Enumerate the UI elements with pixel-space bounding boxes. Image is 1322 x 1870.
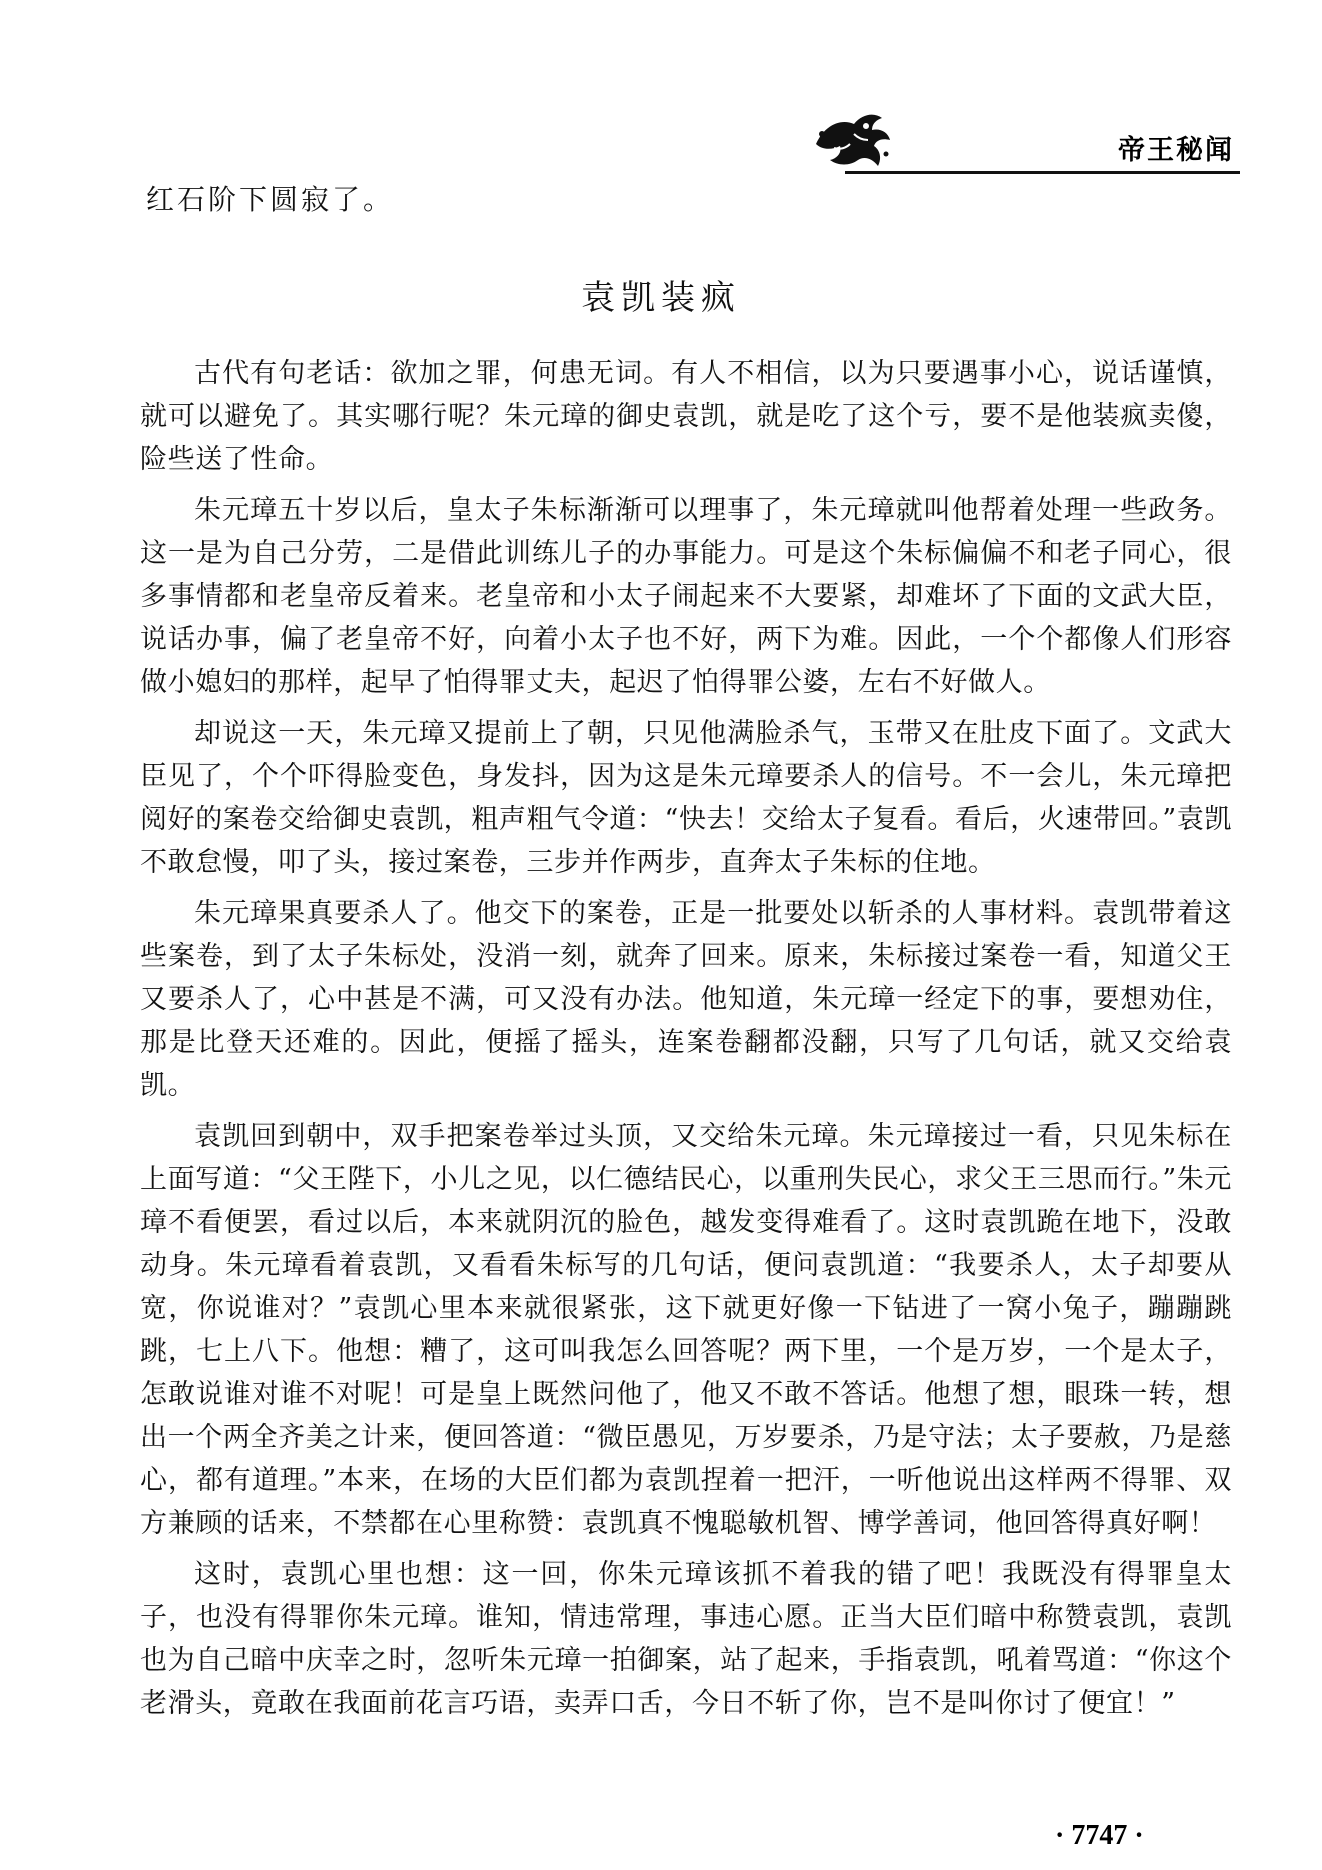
running-title: 帝王秘闻: [1118, 135, 1234, 166]
paragraph-1: 古代有句老话：欲加之罪，何患无词。有人不相信，以为只要遇事小心，说话谨慎，就可以避免了。其实哪行呢？朱元璋的御史袁凯，就是吃了这个亏，要不是他装疯卖傻，险些送了性命。: [140, 358, 1232, 475]
lead-line: 红石阶下圆寂了。: [146, 183, 395, 216]
article-body: [140, 352, 1232, 1733]
paragraph-5: 袁凯回到朝中，双手把案卷举过头顶，又交给朱元璋。朱元璋接过一看，只见朱标在上面写道：“父王陛下，小儿之见，以仁德结民心，以重刑失民心，求父王三思而行。”朱元璋不看便罢，看过以后，本来就阴沉的脸色，越发变得难看了。这时袁凯跪在地下，没敢动身。朱元璋看着袁凯，又看看朱标写的几句话，便问袁凯道：“我要杀人，太子却要从宽，你说谁对？”袁凯心里本来就很紧张，这下就更好像一下钻进了一窝小兔子，蹦蹦跳跳，七上八下。他想：糟了，这可叫我怎么回答呢？两下里，一个是万岁，一个是太子，怎敢说谁对谁不对呢！可是皇上既然问他了，他又不敢不答话。他想了想，眼珠一转，想出一个两全齐美之计来，便回答道：“微臣愚见，万岁要杀，乃是守法；太子要赦，乃是慈心，都有道理。”本来，在场的大臣们都为袁凯捏着一把汗，一听他说出这样两不得罪、双方兼顾的话来，不禁都在心里称赞：袁凯真不愧聪敏机智、博学善词，他回答得真好啊！: [140, 1121, 1232, 1539]
paragraph-3: 却说这一天，朱元璋又提前上了朝，只见他满脸杀气，玉带又在肚皮下面了。文武大臣见了，个个吓得脸变色，身发抖，因为这是朱元璋要杀人的信号。不一会儿，朱元璋把阅好的案卷交给御史袁凯，粗声粗气令道：“快去！交给太子复看。看后，火速带回。”袁凯不敢怠慢，叩了头，接过案卷，三步并作两步，直奔太子朱标的住地。: [140, 718, 1232, 878]
article-title: 袁凯装疯: [581, 278, 741, 318]
page-number: · 7747 ·: [1055, 1820, 1144, 1851]
dragon-icon: [810, 104, 894, 172]
paragraph-2: 朱元璋五十岁以后，皇太子朱标渐渐可以理事了，朱元璋就叫他帮着处理一些政务。这一是为自己分劳，二是借此训练儿子的办事能力。可是这个朱标偏偏不和老子同心，很多事情都和老皇帝反着来。老皇帝和小太子闹起来不大要紧，却难坏了下面的文武大臣，说话办事，偏了老皇帝不好，向着小太子也不好，两下为难。因此，一个个都像人们形容做小媳妇的那样，起早了怕得罪丈夫，起迟了怕得罪公婆，左右不好做人。: [140, 495, 1232, 698]
paragraph-6: 这时，袁凯心里也想：这一回，你朱元璋该抓不着我的错了吧！我既没有得罪皇太子，也没有得罪你朱元璋。谁知，情违常理，事违心愿。正当大臣们暗中称赞袁凯，袁凯也为自己暗中庆幸之时，忽听朱元璋一拍御案，站了起来，手指袁凯，吼着骂道：“你这个老滑头，竟敢在我面前花言巧语，卖弄口舌，今日不斩了你，岂不是叫你讨了便宜！”: [140, 1559, 1232, 1719]
header-rule: [845, 171, 1240, 174]
paragraph-4: 朱元璋果真要杀人了。他交下的案卷，正是一批要处以斩杀的人事材料。袁凯带着这些案卷，到了太子朱标处，没消一刻，就奔了回来。原来，朱标接过案卷一看，知道父王又要杀人了，心中甚是不满，可又没有办法。他知道，朱元璋一经定下的事，要想劝住，那是比登天还难的。因此，便摇了摇头，连案卷翻都没翻，只写了几句话，就又交给袁凯。: [140, 898, 1232, 1101]
